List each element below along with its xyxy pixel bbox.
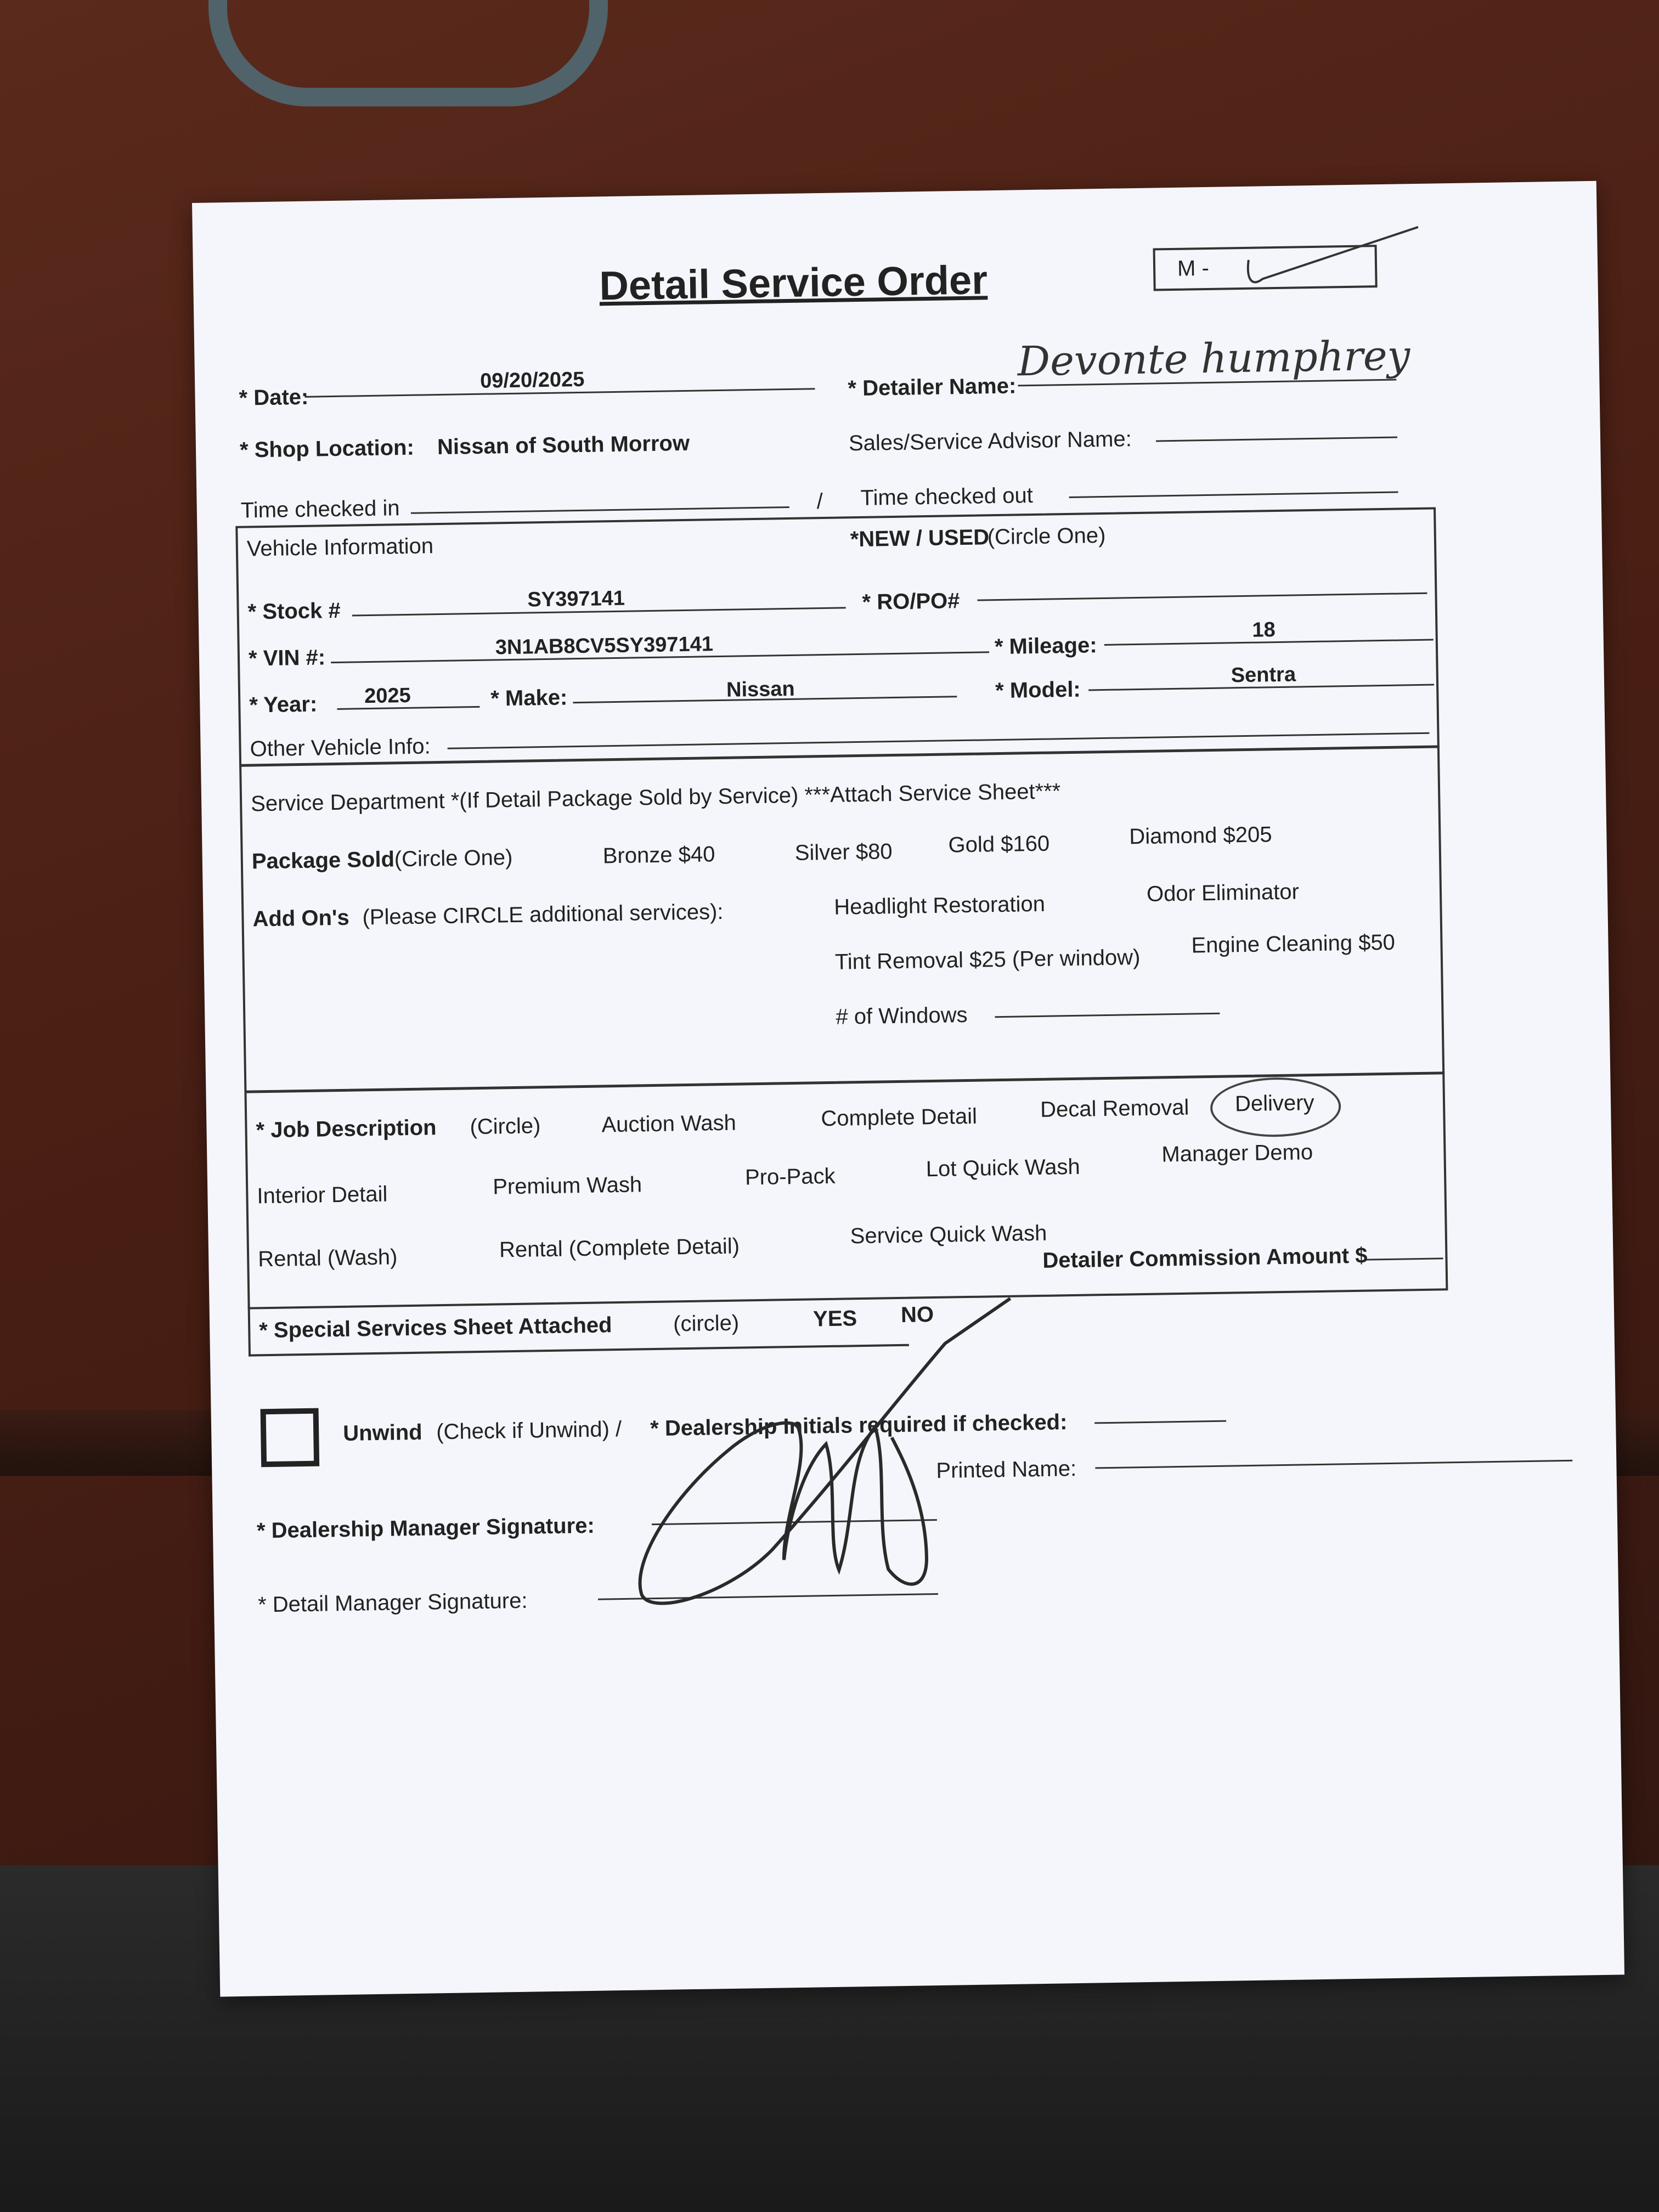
windows-count-label: # of Windows [836,1002,968,1029]
job-description-hint: (Circle) [470,1114,541,1139]
package-diamond[interactable]: Diamond $205 [1129,822,1272,849]
detailer-name-value[interactable]: Devonte humphrey [1017,332,1411,386]
unwind-hint: (Check if Unwind) / [436,1417,622,1444]
new-used-hint: (Circle One) [987,523,1106,550]
form-title: Detail Service Order [599,257,988,309]
vin-label: * VIN #: [248,645,326,671]
special-services-hint: (circle) [673,1311,740,1336]
job-manager-demo[interactable]: Manager Demo [1161,1140,1313,1167]
package-sold-hint: (Circle One) [394,845,513,872]
printed-name-label: Printed Name: [936,1456,1077,1483]
model-value[interactable]: Sentra [1231,663,1296,687]
job-lot-quick-wash[interactable]: Lot Quick Wash [926,1154,1080,1182]
addons-hint: (Please CIRCLE additional services): [362,899,724,930]
time-checked-out-label: Time checked out [860,483,1034,510]
manager-signature-label: * Dealership Manager Signature: [256,1513,595,1543]
addon-odor-eliminator[interactable]: Odor Eliminator [1146,879,1300,906]
job-auction-wash[interactable]: Auction Wash [601,1110,737,1137]
ro-po-label: * RO/PO# [862,589,960,614]
checkmark-icon [1237,224,1425,293]
job-service-quick-wash[interactable]: Service Quick Wash [850,1221,1047,1249]
make-value[interactable]: Nissan [726,677,795,702]
mileage-value[interactable]: 18 [1252,618,1276,642]
dealership-initials-label: * Dealership Initials required if checked: [650,1410,1068,1441]
time-slash: / [816,489,823,514]
handwritten-signature-icon [615,1282,1026,1629]
commission-label: Detailer Commission Amount $ [1042,1243,1368,1273]
job-decal-removal[interactable]: Decal Removal [1040,1095,1189,1122]
service-department-heading: Service Department *(If Detail Package Sold by Service) ***Attach Service Sheet*** [250,779,1061,816]
other-vehicle-info-label: Other Vehicle Info: [250,734,431,761]
addon-tint-removal[interactable]: Tint Removal $25 (Per window) [834,945,1141,974]
special-services-label: * Special Services Sheet Attached [258,1313,612,1343]
time-checked-out-line[interactable] [1069,492,1398,498]
advisor-name-label: Sales/Service Advisor Name: [848,427,1132,456]
job-pro-pack[interactable]: Pro-Pack [744,1164,836,1190]
m-box[interactable] [1153,245,1378,291]
time-checked-in-label: Time checked in [240,496,400,523]
job-interior-detail[interactable]: Interior Detail [257,1182,388,1209]
date-label: * Date: [239,385,309,410]
vin-value[interactable]: 3N1AB8CV5SY397141 [495,633,714,659]
package-silver[interactable]: Silver $80 [794,839,893,865]
model-label: * Model: [995,677,1081,703]
year-value[interactable]: 2025 [364,684,411,708]
job-premium-wash[interactable]: Premium Wash [492,1172,642,1199]
shop-location-value[interactable]: Nissan of South Morrow [437,431,690,460]
detailer-name-label: * Detailer Name: [848,374,1017,401]
job-rental-wash[interactable]: Rental (Wash) [257,1245,398,1272]
job-description-label: * Job Description [256,1115,437,1143]
make-label: * Make: [490,685,568,711]
unwind-label: Unwind [342,1420,423,1446]
special-services-no[interactable]: NO [900,1302,934,1327]
dealership-initials-line[interactable] [1094,1420,1226,1424]
vehicle-info-heading: Vehicle Information [246,534,434,561]
addons-label: Add On's [252,905,350,932]
date-value[interactable]: 09/20/2025 [479,368,585,393]
advisor-name-line[interactable] [1156,437,1397,442]
package-bronze[interactable]: Bronze $40 [602,842,715,868]
job-complete-detail[interactable]: Complete Detail [821,1104,978,1131]
mileage-label: * Mileage: [994,633,1097,659]
new-used-label[interactable]: *NEW / USED [850,525,990,552]
m-box-label: M - [1177,256,1210,281]
addon-headlight-restoration[interactable]: Headlight Restoration [833,891,1046,919]
year-label: * Year: [249,692,318,718]
stock-label: * Stock # [247,598,341,624]
detail-manager-signature-label: * Detail Manager Signature: [257,1588,528,1617]
service-order-sheet [192,181,1624,1997]
job-delivery[interactable]: Delivery [1234,1091,1314,1116]
time-checked-in-line[interactable] [411,506,789,514]
package-gold[interactable]: Gold $160 [948,831,1050,857]
job-rental-complete-detail[interactable]: Rental (Complete Detail) [499,1234,740,1262]
unwind-checkbox[interactable] [261,1408,320,1468]
printed-name-line[interactable] [1095,1460,1572,1469]
special-services-yes[interactable]: YES [812,1306,857,1331]
shop-location-label: * Shop Location: [239,435,415,462]
package-sold-label: Package Sold [251,847,395,874]
stock-value[interactable]: SY397141 [527,586,625,612]
addon-engine-cleaning[interactable]: Engine Cleaning $50 [1191,930,1396,958]
clipboard-handle [208,0,608,106]
